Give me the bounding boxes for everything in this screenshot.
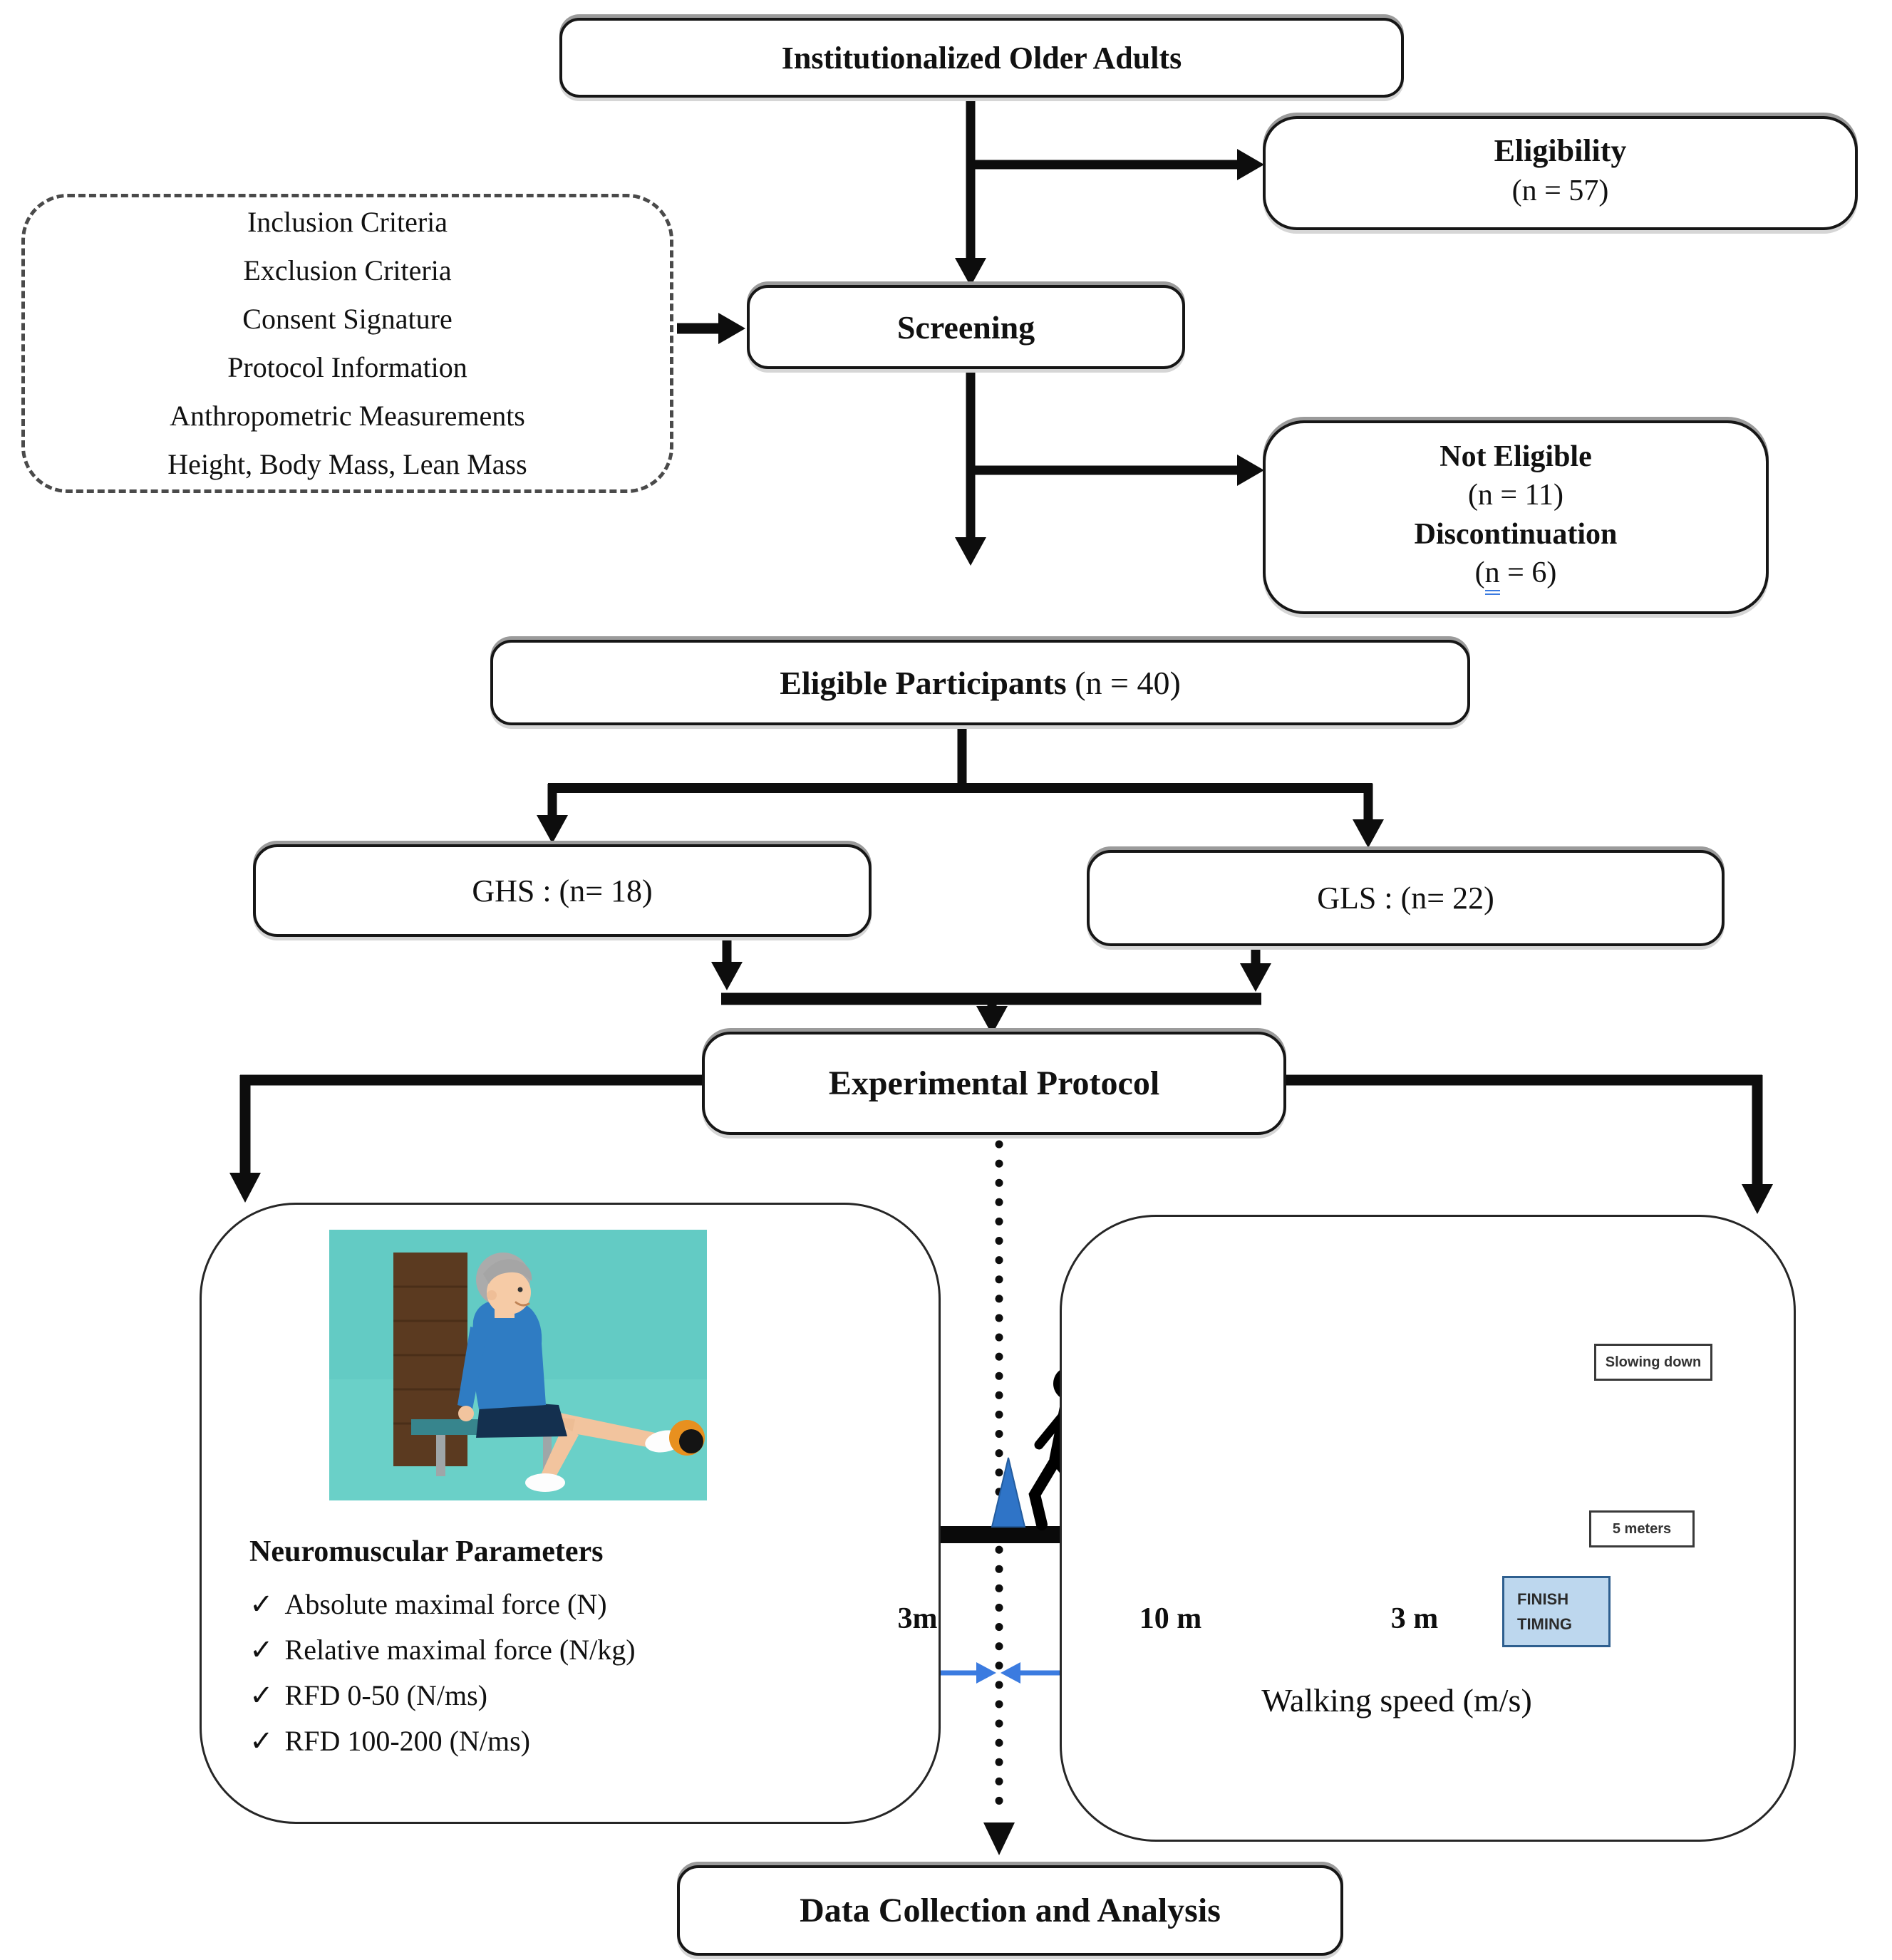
distance-label-10m: 10 m [1139, 1602, 1202, 1635]
experimental-protocol-box [702, 1032, 1286, 1135]
eligibility-title: Eligibility [1494, 133, 1627, 168]
not-eligible-count: (n = 11) [1467, 479, 1564, 512]
gls-group-box [1087, 850, 1725, 946]
neuro-item: ✓ Relative maximal force (N/kg) [249, 1634, 636, 1666]
discontinuation-title: Discontinuation [1414, 518, 1618, 551]
neuro-item: ✓ RFD 100-200 (N/ms) [249, 1725, 530, 1757]
five-meters-label: 5 meters [1589, 1510, 1695, 1547]
neuro-item: ✓ Absolute maximal force (N) [249, 1588, 607, 1620]
split-eligible-to-groups [537, 724, 1384, 848]
branch-protocol-right [1284, 1075, 1773, 1214]
walking-speed-label: Walking speed (m/s) [1261, 1682, 1532, 1718]
not-eligible-box [1263, 420, 1769, 614]
ghs-group-box [253, 844, 872, 937]
criteria-line: Protocol Information [227, 351, 467, 383]
criteria-line: Anthropometric Measurements [170, 400, 525, 432]
underlined-n: n [1485, 556, 1500, 595]
criteria-line: Inclusion Criteria [247, 206, 448, 238]
criteria-line: Exclusion Criteria [243, 254, 452, 286]
screening-label: Screening [896, 308, 1035, 346]
criteria-line: Consent Signature [242, 303, 453, 335]
arrow-criteria-to-screening [677, 313, 745, 344]
distance-label-3m-end: 3 m [1390, 1602, 1439, 1635]
not-eligible-title: Not Eligible [1439, 440, 1592, 474]
slowing-down-label: Slowing down [1594, 1344, 1712, 1381]
data-collection-label: Data Collection and Analysis [800, 1892, 1221, 1929]
experimental-protocol-label: Experimental Protocol [828, 1064, 1160, 1102]
check-icon: ✓ [249, 1679, 274, 1711]
gls-label: GLS : (n= 22) [1317, 881, 1494, 916]
check-icon: ✓ [249, 1588, 274, 1620]
screening-box [747, 285, 1185, 369]
discontinuation-count: (n = 6) [1475, 551, 1557, 595]
branch-protocol-left [229, 1075, 704, 1203]
distance-label-3m-start: 3m [897, 1602, 938, 1635]
eligibility-count: (n = 57) [1511, 175, 1609, 207]
criteria-box [21, 194, 673, 493]
data-collection-box [677, 1865, 1343, 1956]
neuromuscular-parameters [249, 1529, 912, 1764]
criteria-line: Height, Body Mass, Lean Mass [167, 448, 527, 480]
check-icon: ✓ [249, 1634, 274, 1666]
ghs-label: GHS : (n= 18) [472, 873, 653, 908]
neuromuscular-title: Neuromuscular Parameters [249, 1535, 604, 1568]
arrow-to-eligibility [966, 149, 1264, 180]
eligibility-box [1263, 116, 1858, 230]
neuro-item: ✓ RFD 0-50 (N/ms) [249, 1679, 487, 1711]
leg-extension-illustration [329, 1230, 707, 1500]
merge-groups-to-protocol [711, 935, 1271, 1035]
eligible-participants-box [490, 640, 1470, 725]
top-population-label: Institutionalized Older Adults [781, 40, 1182, 76]
finish-timing-box: FINISH TIMING [1502, 1576, 1611, 1647]
check-icon: ✓ [249, 1725, 274, 1757]
eligible-participants-label: Eligible Participants (n = 40) [780, 664, 1181, 701]
top-population-box [559, 18, 1404, 98]
arrow-to-not-eligible [966, 455, 1264, 486]
arrow-top-to-screening [955, 98, 986, 286]
